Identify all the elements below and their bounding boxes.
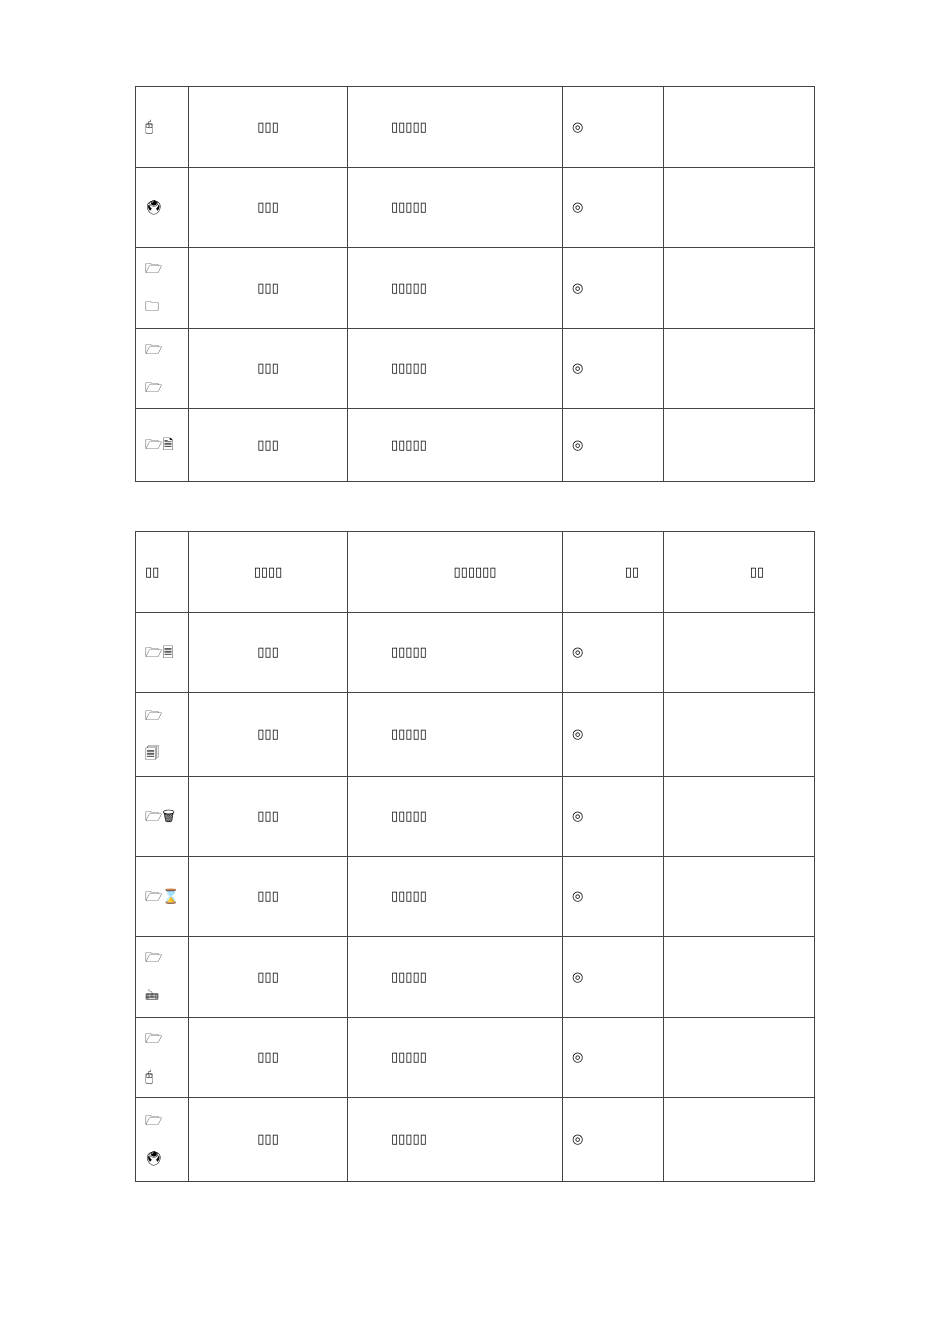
cell-col3: ▯▯▯▯▯ xyxy=(348,248,563,329)
open-folder-icon: 🗁 xyxy=(145,341,163,358)
cell-col5 xyxy=(664,168,815,248)
cell-col5 xyxy=(664,613,815,693)
data-table-1 xyxy=(135,86,815,482)
open-folder-icon: 🗁 xyxy=(145,707,163,724)
row-icon-cell xyxy=(136,937,189,1018)
keyboard-icon: 🖮 xyxy=(145,988,159,1004)
radio-icon[interactable]: ◎ xyxy=(563,777,664,857)
row-icon-cell xyxy=(136,329,189,409)
table-row xyxy=(136,409,815,482)
folder-hourglass-icon: 🗁⌛ xyxy=(145,888,180,905)
radio-icon[interactable]: ◎ xyxy=(563,248,664,329)
folder-icon: 🗀 xyxy=(145,299,159,315)
cell-col5 xyxy=(664,329,815,409)
mouse-icon: 🖰 xyxy=(145,119,154,135)
cell-col5 xyxy=(664,248,815,329)
radio-icon[interactable]: ◎ xyxy=(563,409,664,482)
open-folder-icon: 🗁 xyxy=(145,950,163,966)
cell-col5 xyxy=(664,857,815,937)
header-col4: ▯▯ xyxy=(563,532,664,613)
header-col2: ▯▯▯▯ xyxy=(189,532,348,613)
radio-icon[interactable]: ◎ xyxy=(563,87,664,168)
row-icon-cell xyxy=(136,168,189,248)
cell-col5 xyxy=(664,1018,815,1098)
cell-col3: ▯▯▯▯▯ xyxy=(348,613,563,693)
open-folder-icon: 🗁 xyxy=(145,379,163,396)
folder-list-icon: 🗁🗏 xyxy=(145,644,174,661)
cell-col5 xyxy=(664,409,815,482)
cell-col2: ▯▯▯ xyxy=(189,937,348,1018)
cell-col3: ▯▯▯▯▯ xyxy=(348,777,563,857)
cell-col2: ▯▯▯ xyxy=(189,87,348,168)
cell-col3: ▯▯▯▯▯ xyxy=(348,693,563,777)
data-table-2 xyxy=(135,531,815,1182)
cell-col2: ▯▯▯ xyxy=(189,329,348,409)
table-row xyxy=(136,937,815,1018)
cell-col3: ▯▯▯▯▯ xyxy=(348,87,563,168)
cell-col3: ▯▯▯▯▯ xyxy=(348,1098,563,1182)
radio-icon[interactable]: ◎ xyxy=(563,693,664,777)
folder-trash-icon: 🗁🗑 xyxy=(145,808,175,825)
radio-icon[interactable]: ◎ xyxy=(563,857,664,937)
header-col3: ▯▯▯▯▯▯ xyxy=(348,532,563,613)
table-row xyxy=(136,168,815,248)
cell-col2: ▯▯▯ xyxy=(189,857,348,937)
row-icon-cell xyxy=(136,777,189,857)
open-folder-icon: 🗁 xyxy=(145,1112,163,1129)
radio-icon[interactable]: ◎ xyxy=(563,937,664,1018)
cell-col3: ▯▯▯▯▯ xyxy=(348,857,563,937)
cell-col5 xyxy=(664,777,815,857)
cell-col3: ▯▯▯▯▯ xyxy=(348,329,563,409)
cell-col5 xyxy=(664,87,815,168)
table-row xyxy=(136,693,815,777)
table-row xyxy=(136,87,815,168)
radio-icon[interactable]: ◎ xyxy=(563,613,664,693)
folder-document-icon: 🗁🗎 xyxy=(145,437,174,453)
row-icon-cell xyxy=(136,1098,189,1182)
trackball-icon: 🖲 xyxy=(145,199,163,216)
cell-col3: ▯▯▯▯▯ xyxy=(348,1018,563,1098)
open-folder-icon: 🗁 xyxy=(145,261,163,277)
cell-col2: ▯▯▯ xyxy=(189,248,348,329)
cell-col3: ▯▯▯▯▯ xyxy=(348,937,563,1018)
table-header-row xyxy=(136,532,815,613)
cell-col2: ▯▯▯ xyxy=(189,777,348,857)
radio-icon[interactable]: ◎ xyxy=(563,329,664,409)
row-icon-cell xyxy=(136,248,189,329)
cell-col3: ▯▯▯▯▯ xyxy=(348,168,563,248)
table-row xyxy=(136,613,815,693)
mouse-icon: 🖰 xyxy=(145,1068,154,1085)
open-folder-icon: 🗁 xyxy=(145,1030,163,1047)
table-row xyxy=(136,329,815,409)
row-icon-cell xyxy=(136,613,189,693)
cell-col2: ▯▯▯ xyxy=(189,613,348,693)
table-row xyxy=(136,777,815,857)
radio-icon[interactable]: ◎ xyxy=(563,168,664,248)
cell-col2: ▯▯▯ xyxy=(189,1098,348,1182)
documents-icon: 🗐 xyxy=(145,745,159,762)
row-icon-cell xyxy=(136,693,189,777)
trackball-icon: 🖲 xyxy=(145,1150,163,1167)
radio-icon[interactable]: ◎ xyxy=(563,1098,664,1182)
table-row xyxy=(136,248,815,329)
row-icon-cell xyxy=(136,87,189,168)
cell-col2: ▯▯▯ xyxy=(189,409,348,482)
cell-col2: ▯▯▯ xyxy=(189,1018,348,1098)
cell-col3: ▯▯▯▯▯ xyxy=(348,409,563,482)
row-icon-cell xyxy=(136,1018,189,1098)
radio-icon[interactable]: ◎ xyxy=(563,1018,664,1098)
cell-col5 xyxy=(664,937,815,1018)
cell-col5 xyxy=(664,1098,815,1182)
cell-col5 xyxy=(664,693,815,777)
cell-col2: ▯▯▯ xyxy=(189,693,348,777)
header-col1: ▯▯ xyxy=(136,532,189,613)
row-icon-cell xyxy=(136,857,189,937)
row-icon-cell xyxy=(136,409,189,482)
header-col5: ▯▯ xyxy=(664,532,815,613)
table-row xyxy=(136,1018,815,1098)
table-row xyxy=(136,1098,815,1182)
cell-col2: ▯▯▯ xyxy=(189,168,348,248)
table-row xyxy=(136,857,815,937)
